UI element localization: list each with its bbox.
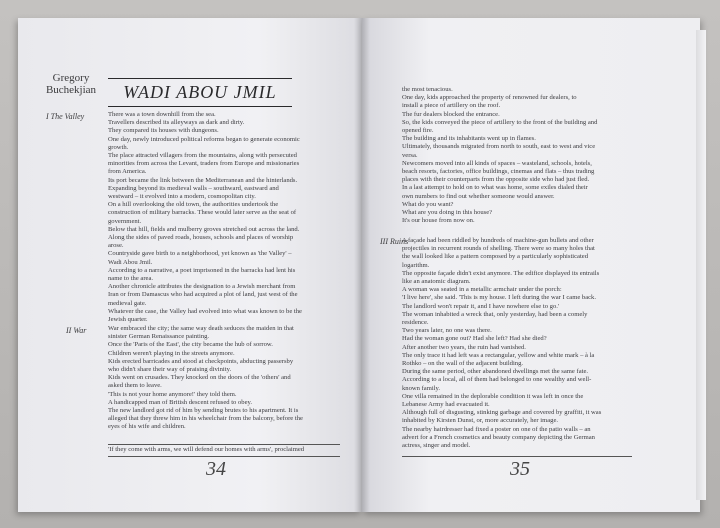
text-line: One day, kids approached the property of renowned fur dealers, to [402, 94, 577, 102]
text-line: from America. [108, 168, 147, 176]
text-line: government. [108, 217, 142, 225]
text-line: The only trace it had left was a rectangular, yellow and white mark – à la [402, 351, 595, 359]
text-line: places with their counterparts from the opposite side who had just fled. [402, 176, 590, 184]
text-line: The woman inhabited a wreck that, only yesterday, had been a comely [402, 310, 588, 318]
section-text-valley [108, 111, 340, 324]
text-line: who didn't share their way of praising divinity. [108, 366, 232, 374]
text-line: westward – it evolved into a modern, cosmopolitan city. [108, 193, 256, 201]
text-line: Although full of disgusting, stinking garbage and covered by graffiti, it was [402, 409, 602, 417]
text-line: versa. [402, 151, 418, 159]
footer-rule-top [108, 444, 340, 445]
footer-rule-right [402, 456, 632, 457]
text-line: 'I live here', she said. 'This is my house. I left during the war I came back. [402, 294, 596, 302]
text-line: minorities from across the Levant, traders from Europe and missionaries [108, 160, 300, 168]
section-heading-war: II War [66, 326, 87, 335]
text-line: What are you doing in this house? [402, 209, 493, 217]
text-line: Along the sides of paved roads, houses, schools and places of worship [108, 234, 294, 242]
text-line: actress, singer and model. [402, 442, 471, 450]
text-line: Two years later, no one was there. [402, 327, 492, 335]
text-line: projectiles in recurrent rounds of shelling. There were so many holes that [402, 245, 595, 253]
text-line: A woman was seated in a metallic armchair under the porch: [402, 286, 562, 294]
text-line: install a piece of artillery on the roof. [402, 102, 501, 110]
text-line: opened fire. [402, 127, 434, 135]
author-name [40, 72, 102, 96]
page-number-right: 35 [510, 458, 530, 480]
text-line: So, the kids conveyed the piece of artillery to the front of the building and [402, 118, 598, 126]
text-line: A handicapped man of British descent refused to obey. [108, 398, 253, 406]
text-line: After another two years, the ruin had vanished. [402, 343, 526, 351]
text-line: Iran or from Damascus who had acquired a plot of land, just west of the [108, 291, 298, 299]
title-rule-top [108, 78, 292, 79]
text-line: Another chronicle attributes the designation to a Jewish merchant from [108, 283, 296, 291]
text-line: 'This is not your home anymore!' they told them. [108, 390, 237, 398]
text-line: The place attracted villagers from the mountains, along with persecuted [108, 152, 297, 160]
page-number-left: 34 [206, 458, 226, 480]
text-line: There was a town downhill from the sea. [108, 111, 216, 118]
text-line: One day, newly introduced political reforms began to generate economic [108, 135, 300, 143]
text-line: The new landlord got rid of him by sending brutes to his apartment. It is [108, 407, 299, 415]
text-line: One villa remained in the deplorable condition it was left in once the [402, 392, 584, 400]
text-line: residence. [402, 319, 429, 327]
text-line: Whatever the case, the Valley had evolved into what was known to be the [108, 307, 302, 315]
text-line: A façade had been riddled by hundreds of machine-gun bullets and other [402, 237, 594, 244]
text-line: medieval gate. [108, 299, 147, 307]
text-line: Lebanese Army had evacuated it. [402, 401, 490, 409]
text-line: According to a narrative, a poet imprisoned in the barracks had lent his [108, 266, 296, 274]
section-text-ruins [402, 237, 638, 450]
text-line: On a hill overlooking the old town, the authorities undertook the [108, 201, 279, 209]
author-first-name: Gregory [52, 72, 90, 84]
text-line: alleged that they threw him in his wheelchair from the balcony, before the [108, 415, 303, 423]
page-title: WADI ABOU JMIL [123, 82, 277, 102]
text-line: Had the woman gone out? Had she left? Had she died? [402, 335, 547, 343]
text-line: Children weren't playing in the streets anymore. [108, 349, 235, 357]
footer-quote-line: 'If they come with arms, we will defend our homes with arms', proclaimed [108, 446, 305, 453]
section-text-war [108, 325, 340, 432]
text-line: What do you want? [402, 200, 454, 208]
text-line: Expanding beyond its medieval walls – southward, eastward and [108, 184, 279, 192]
text-line: logarithm. [402, 261, 430, 269]
text-line: Wadi Abou Jmil. [108, 258, 153, 266]
text-line: Travellers described its alleyways as dark and dirty. [108, 119, 245, 127]
text-line: like an anatomic diagram. [402, 278, 471, 286]
author-last-name: Buchekjian [45, 84, 97, 96]
text-line: The fur dealers blocked the entrance. [402, 110, 500, 118]
text-line: eyes of his wife and children. [108, 423, 186, 431]
text-line: beach resorts, factories, office buildings, cinemas and flats – thus trading [402, 168, 595, 176]
text-line: The nearby hairdresser had fixed a poster on one of the patio walls – an [402, 425, 591, 433]
text-line: The building and its inhabitants went up in flames. [402, 135, 536, 143]
footer-rule-bottom [108, 456, 340, 457]
section-heading-valley: I The Valley [46, 112, 85, 121]
text-line: advert for a French cosmetics and beauty company depicting the German [402, 433, 595, 441]
text-line: name to the area. [108, 275, 154, 283]
book-gutter [354, 18, 370, 512]
text-line: the most tenacious. [402, 86, 453, 93]
text-line: War embraced the city; the same way death seduces the maiden in that [108, 325, 294, 332]
text-line: Its port became the link between the Mediterranean and the hinterlands. [108, 176, 298, 184]
text-line: Newcomers moved into all kinds of spaces – wasteland, schools, hotels, [402, 159, 592, 167]
text-line: Below that hill, fields and mulberry groves stretched out across the land. [108, 225, 300, 233]
text-line: Jewish quarter. [108, 316, 148, 324]
text-line: asked them to leave. [108, 382, 162, 390]
text-line: It's our house from now on. [402, 217, 475, 225]
text-line: The opposite façade didn't exist anymore. The edifice displayed its entrails [402, 269, 600, 277]
text-line: own numbers to find out whether someone would answer. [402, 192, 555, 200]
footer-quote [108, 446, 348, 454]
text-line: known family. [402, 384, 441, 392]
text-line: Countryside gave birth to a neighborhood, yet known as 'the Valley' – [108, 250, 292, 258]
text-line: They compared its houses with dungeons. [108, 127, 219, 135]
text-line: arose. [108, 242, 124, 250]
title-rule-bottom [108, 106, 292, 107]
text-line: growth. [108, 143, 129, 151]
text-line: During the same period, other abandoned dwellings met the same fate. [402, 368, 589, 376]
text-line: Once the 'Paris of the East', the city became the hub of sorrow. [108, 341, 273, 349]
text-line: In a last attempt to hold on to what was home, some exiles dialed their [402, 184, 588, 192]
text-line: Kids went on crusades. They knocked on the doors of the 'others' and [108, 374, 291, 382]
text-line: the wall looked like a pattern composed by a particularly sophisticated [402, 253, 589, 261]
text-line: construction of military barracks. These would later serve as the seat of [108, 209, 297, 217]
text-line: inhabited by Kirsten Dunst, or, more accurately, her image. [402, 417, 559, 425]
text-line: Rothko – on the wall of the adjacent building. [402, 360, 524, 368]
text-line: Kids erected barricades and stood at checkpoints, abducting passersby [108, 357, 294, 365]
page-edges [696, 30, 706, 500]
text-line: Ultimately, thousands migrated from north to south, east to west and vice [402, 143, 596, 151]
text-line: According to a local, all of them had belonged to one wealthy and well- [402, 376, 592, 384]
continued-text [402, 86, 638, 225]
text-line: The landlord won't repair it, and I have nowhere else to go.' [402, 302, 560, 310]
text-line: sinister German Renaissance painting. [108, 333, 210, 341]
section-heading-ruins: III Ruins [380, 237, 409, 246]
